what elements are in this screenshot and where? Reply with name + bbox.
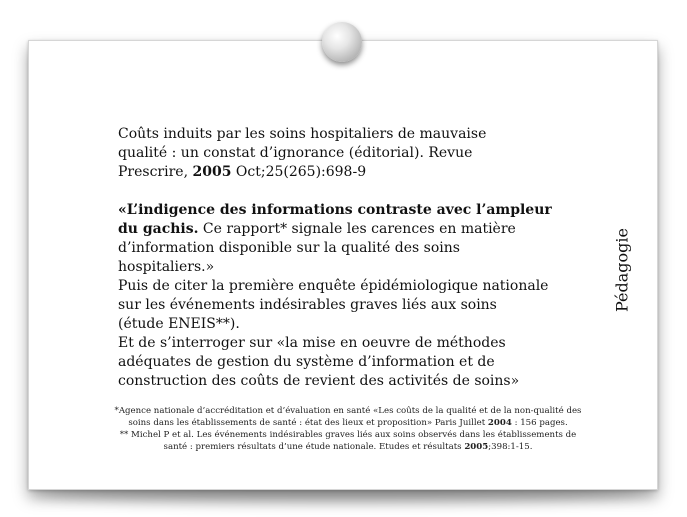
footnote-year: 2004 <box>487 418 512 428</box>
footnotes <box>88 405 608 453</box>
quote-text: Puis de citer la première enquête épidémiologique nationale <box>118 278 549 294</box>
footnote-text: ** Michel P et al. Les événements indésirables graves liés aux soins observés dans les établissements de <box>119 430 577 440</box>
quote-bold-lead: du gachis. <box>118 221 199 237</box>
citation-line: Prescrire, <box>118 164 189 180</box>
citation-line: Coûts induits par les soins hospitaliers de mauvaise <box>118 126 487 142</box>
citation-line: Oct;25(265):698-9 <box>235 164 367 180</box>
citation <box>118 125 588 182</box>
footnote-text: ;398:1-15. <box>488 442 533 452</box>
citation-line: qualité : un constat d’ignorance (éditorial). Revue <box>118 145 473 161</box>
quote-block <box>118 201 600 391</box>
quote-text: Ce rapport* signale les carences en matière <box>198 221 516 237</box>
side-label-text: Pédagogie <box>612 228 632 312</box>
quote-text: sur les événements indésirables graves liés aux soins <box>118 297 497 313</box>
footnote-text: *Agence nationale d’accréditation et d’évaluation en santé «Les coûts de la qualité et de la non-qualité des <box>114 406 582 416</box>
footnote-text: santé : premiers résultats d’une étude nationale. Etudes et résultats <box>163 442 462 452</box>
footnote-1 <box>88 405 608 429</box>
quote-text: Et de s’interroger sur «la mise en oeuvre de méthodes <box>118 335 506 351</box>
pushpin-icon <box>322 22 362 62</box>
footnote-2 <box>88 429 608 453</box>
quote-text: hospitaliers.» <box>118 259 215 275</box>
footnote-text: : 156 pages. <box>514 418 568 428</box>
quote-bold-lead: «L’indigence des informations contraste avec l’ampleur <box>118 202 552 218</box>
citation-year: 2005 <box>192 164 232 180</box>
footnote-year: 2005 <box>464 442 489 452</box>
quote-text: (étude ENEIS**). <box>118 316 240 332</box>
quote-text: construction des coûts de revient des activités de soins» <box>118 373 520 389</box>
side-label <box>612 220 632 320</box>
quote-text: adéquates de gestion du système d’information et de <box>118 354 495 370</box>
quote-text: d’information disponible sur la qualité des soins <box>118 240 460 256</box>
footnote-text: soins dans les établissements de santé : état des lieux et proposition» Paris Juillet <box>128 418 486 428</box>
